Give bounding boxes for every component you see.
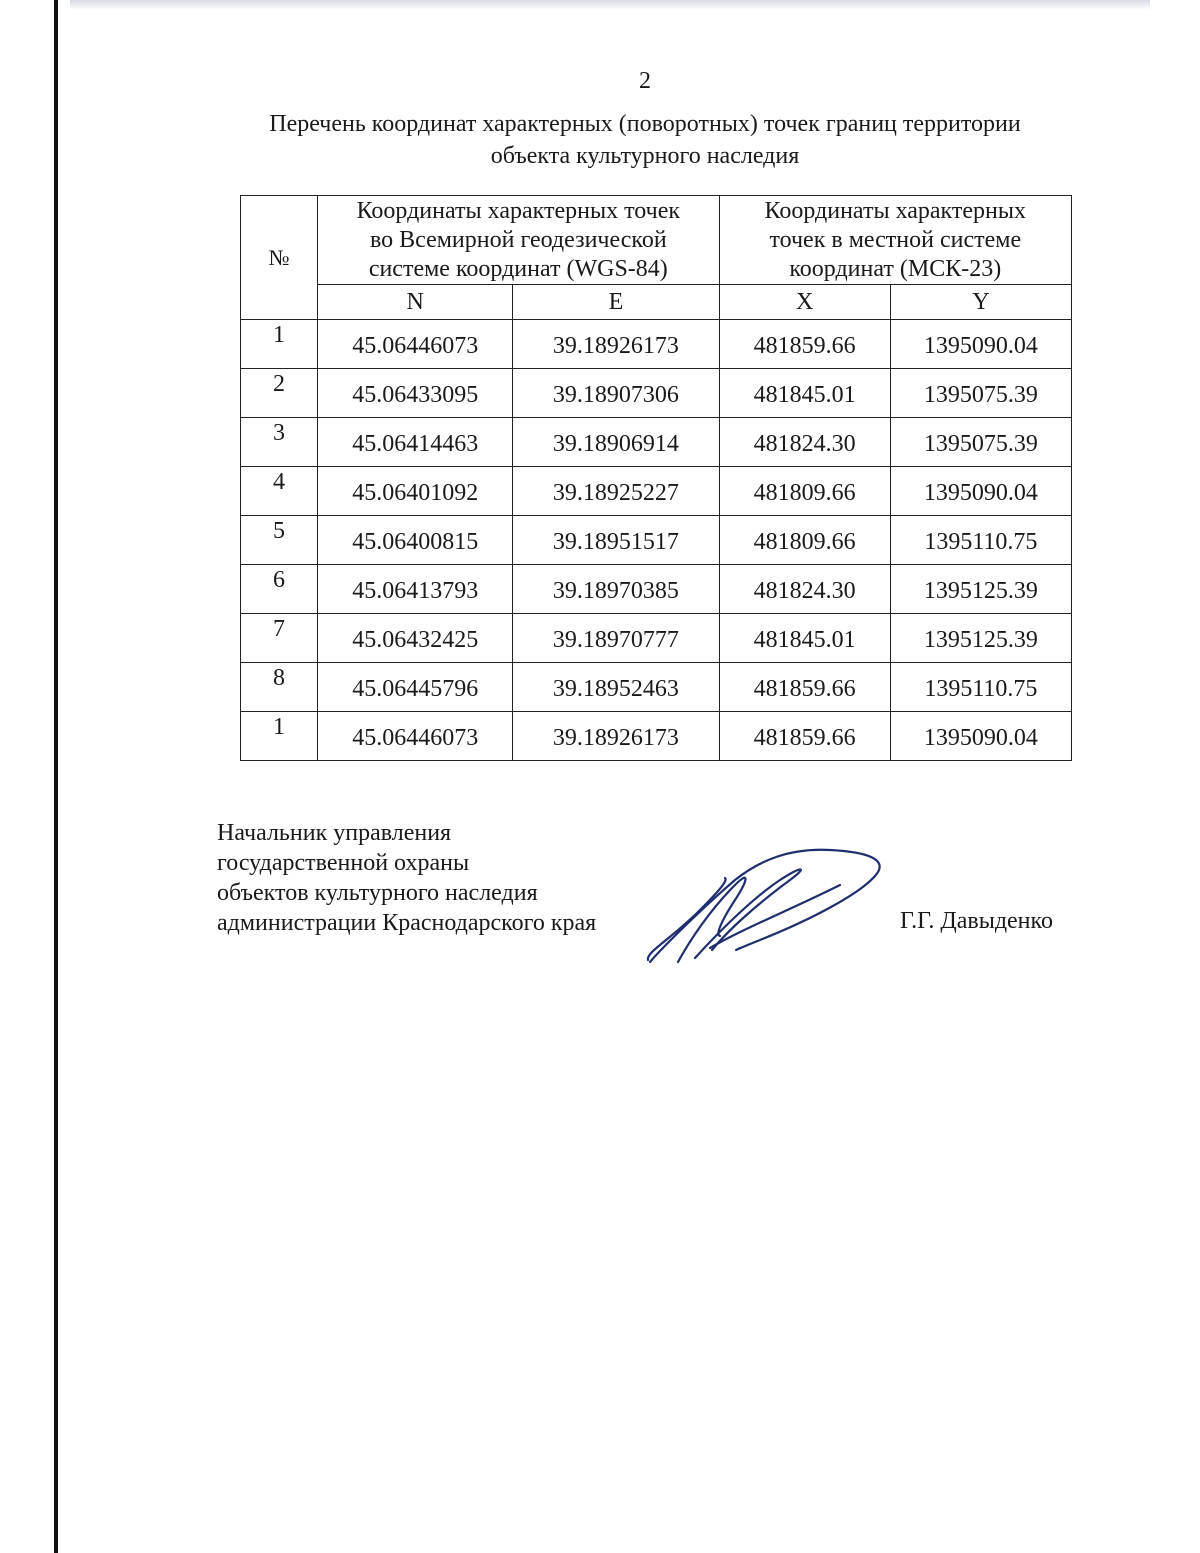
wgs-n-value: 45.06414463 — [318, 418, 513, 467]
wgs-e-value: 39.18970777 — [513, 614, 719, 663]
wgs-n-value: 45.06446073 — [318, 320, 513, 369]
point-number: 4 — [241, 467, 318, 516]
table-row — [241, 467, 1072, 516]
msk-x-value: 481824.30 — [719, 565, 890, 614]
msk-x-value: 481809.66 — [719, 516, 890, 565]
wgs-e-value: 39.18951517 — [513, 516, 719, 565]
coordinates-table — [240, 195, 1072, 761]
table-row — [241, 320, 1072, 369]
header-wgs84-line-3: системе координат (WGS-84) — [368, 255, 668, 282]
wgs-e-value: 39.18926173 — [513, 712, 719, 761]
point-number: 3 — [241, 418, 318, 467]
wgs-n-value: 45.06433095 — [318, 369, 513, 418]
wgs-e-value: 39.18907306 — [513, 369, 719, 418]
msk-x-value: 481809.66 — [719, 467, 890, 516]
table-row — [241, 516, 1072, 565]
table-row — [241, 712, 1072, 761]
wgs-n-value: 45.06445796 — [318, 663, 513, 712]
msk-y-value: 1395125.39 — [890, 614, 1071, 663]
table-row — [241, 565, 1072, 614]
wgs-e-value: 39.18906914 — [513, 418, 719, 467]
header-number: № — [241, 196, 318, 320]
signatory-name: Г.Г. Давыденко — [900, 908, 1053, 934]
table-row — [241, 418, 1072, 467]
handwritten-signature — [640, 840, 890, 970]
msk-x-value: 481824.30 — [719, 418, 890, 467]
point-number: 8 — [241, 663, 318, 712]
msk-x-value: 481859.66 — [719, 663, 890, 712]
header-wgs84-line-1: Координаты характерных точек — [356, 197, 681, 224]
signatory-position-line-4: администрации Краснодарского края — [217, 910, 597, 936]
wgs-e-value: 39.18926173 — [513, 320, 719, 369]
subheader-y: Y — [890, 285, 1071, 320]
subheader-n: N — [318, 285, 513, 320]
subheader-e: E — [513, 285, 719, 320]
msk-y-value: 1395110.75 — [890, 516, 1071, 565]
scan-edge — [54, 0, 58, 1553]
point-number: 7 — [241, 614, 318, 663]
msk-y-value: 1395075.39 — [890, 418, 1071, 467]
msk-y-value: 1395110.75 — [890, 663, 1071, 712]
document-title — [200, 108, 1090, 172]
point-number: 2 — [241, 369, 318, 418]
wgs-n-value: 45.06401092 — [318, 467, 513, 516]
point-number: 1 — [241, 712, 318, 761]
msk-x-value: 481845.01 — [719, 614, 890, 663]
wgs-n-value: 45.06413793 — [318, 565, 513, 614]
signatory-position — [217, 818, 596, 938]
scan-top-strip — [70, 0, 1150, 10]
wgs-e-value: 39.18952463 — [513, 663, 719, 712]
title-line-1: Перечень координат характерных (поворотных) точек границ территории — [269, 111, 1021, 137]
wgs-n-value: 45.06400815 — [318, 516, 513, 565]
signatory-position-line-3: объектов культурного наследия — [217, 880, 538, 906]
wgs-e-value: 39.18970385 — [513, 565, 719, 614]
point-number: 1 — [241, 320, 318, 369]
table-row — [241, 369, 1072, 418]
msk-y-value: 1395075.39 — [890, 369, 1071, 418]
msk-y-value: 1395090.04 — [890, 320, 1071, 369]
msk-x-value: 481859.66 — [719, 320, 890, 369]
table-row — [241, 663, 1072, 712]
header-msk23-line-2: точек в местной системе — [769, 226, 1022, 253]
title-line-2: объекта культурного наследия — [490, 143, 800, 169]
wgs-n-value: 45.06432425 — [318, 614, 513, 663]
table-row — [241, 614, 1072, 663]
msk-x-value: 481859.66 — [719, 712, 890, 761]
subheader-x: X — [719, 285, 890, 320]
header-wgs84-line-2: во Всемирной геодезической — [369, 226, 667, 253]
signatory-position-line-1: Начальник управления — [217, 820, 452, 846]
page-number: 2 — [639, 68, 651, 94]
point-number: 5 — [241, 516, 318, 565]
header-msk23-line-1: Координаты характерных — [764, 197, 1027, 224]
wgs-e-value: 39.18925227 — [513, 467, 719, 516]
msk-y-value: 1395090.04 — [890, 467, 1071, 516]
point-number: 6 — [241, 565, 318, 614]
signature-strokes — [648, 850, 880, 962]
header-msk23-line-3: координат (МСК-23) — [789, 255, 1002, 282]
msk-y-value: 1395090.04 — [890, 712, 1071, 761]
signatory-position-line-2: государственной охраны — [217, 850, 470, 876]
header-msk23 — [719, 196, 1071, 285]
wgs-n-value: 45.06446073 — [318, 712, 513, 761]
msk-x-value: 481845.01 — [719, 369, 890, 418]
header-wgs84 — [318, 196, 719, 285]
msk-y-value: 1395125.39 — [890, 565, 1071, 614]
